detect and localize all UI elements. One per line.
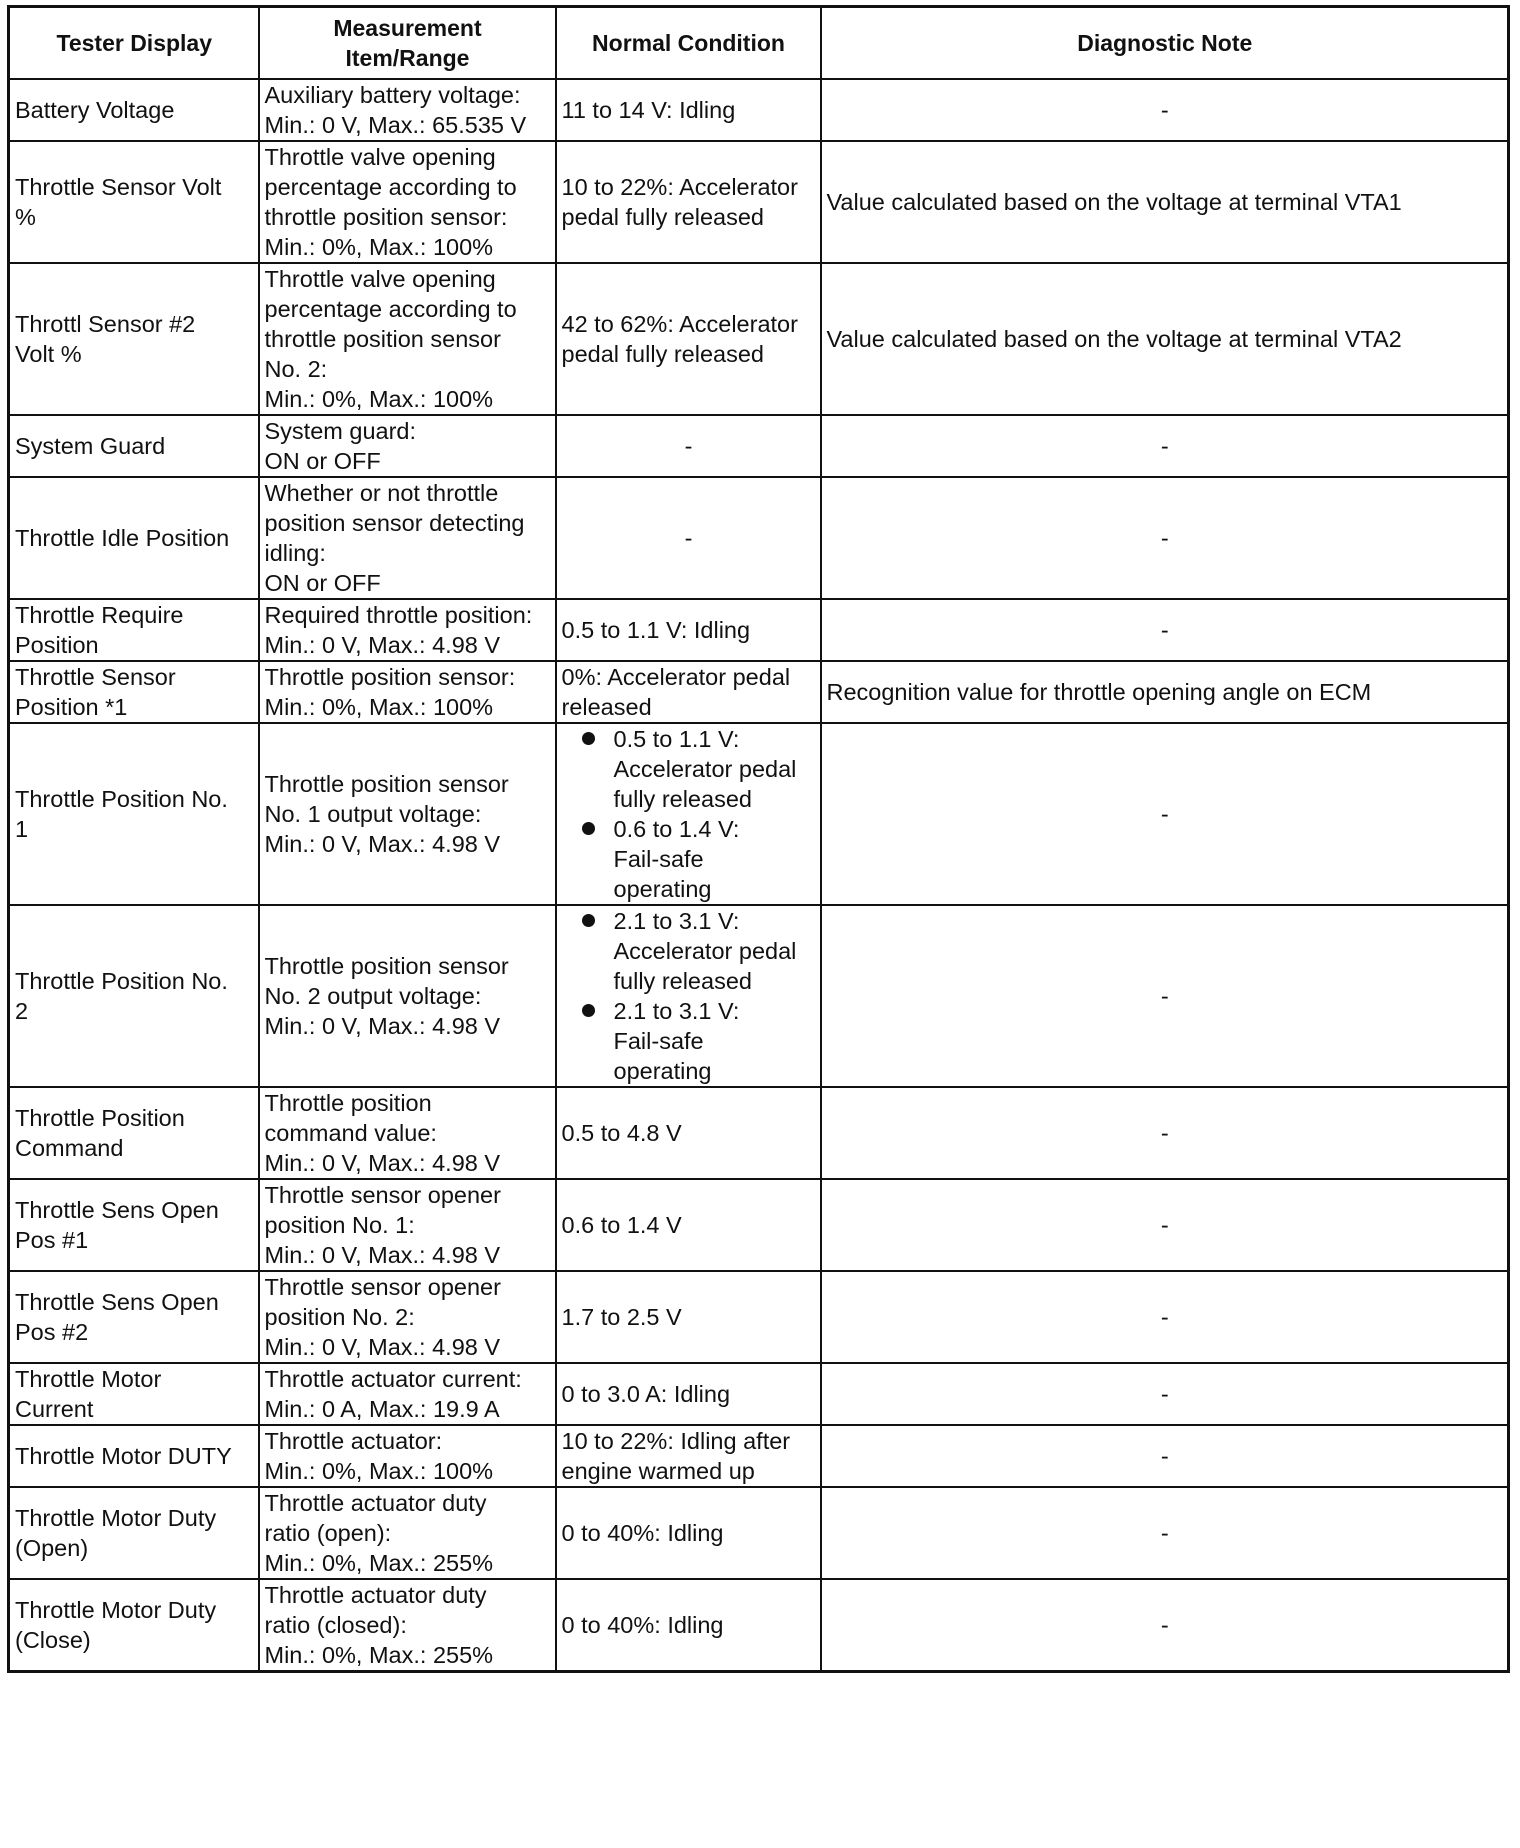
measurement-cell: Whether or not throttle position sensor detecting idling: ON or OFF — [259, 477, 556, 599]
measurement-cell: Throttle actuator current: Min.: 0 A, Max.: 19.9 A — [259, 1363, 556, 1425]
normal-condition-item-text: 0.6 to 1.4 V: Fail-safe operating — [613, 815, 740, 902]
normal-condition-cell: 0 to 40%: Idling — [556, 1579, 821, 1672]
diagnostic-note-cell: - — [821, 1363, 1509, 1425]
normal-condition-item — [582, 906, 816, 996]
diagnostic-note-cell: - — [821, 477, 1509, 599]
normal-condition-cell: 0 to 3.0 A: Idling — [556, 1363, 821, 1425]
normal-condition-cell: - — [556, 415, 821, 477]
measurement-cell: Required throttle position: Min.: 0 V, Max.: 4.98 V — [259, 599, 556, 661]
normal-condition-cell: 0%: Accelerator pedal released — [556, 661, 821, 723]
header-row — [9, 7, 1509, 79]
tester-display-cell: Throttle Position Command — [9, 1087, 259, 1179]
normal-condition-item-text: 2.1 to 3.1 V: Fail-safe operating — [613, 997, 740, 1084]
diagnostic-note-cell: Value calculated based on the voltage at terminal VTA2 — [821, 263, 1509, 415]
table-row — [9, 477, 1509, 599]
normal-condition-list — [562, 724, 816, 904]
measurement-cell: Throttle actuator: Min.: 0%, Max.: 100% — [259, 1425, 556, 1487]
header-diagnostic-note: Diagnostic Note — [821, 7, 1509, 79]
tester-display-cell: Battery Voltage — [9, 79, 259, 141]
tester-display-cell: Throttl Sensor #2 Volt % — [9, 263, 259, 415]
measurement-cell: Throttle valve opening percentage according to throttle position sensor: Min.: 0%, Max.: 100% — [259, 141, 556, 263]
tester-display-cell: Throttle Require Position — [9, 599, 259, 661]
tester-display-cell: Throttle Sens Open Pos #1 — [9, 1179, 259, 1271]
bullet-icon — [582, 1004, 595, 1017]
table-row — [9, 723, 1509, 905]
measurement-cell: System guard: ON or OFF — [259, 415, 556, 477]
tester-display-cell: System Guard — [9, 415, 259, 477]
measurement-cell: Throttle actuator duty ratio (open): Min.: 0%, Max.: 255% — [259, 1487, 556, 1579]
measurement-cell: Auxiliary battery voltage: Min.: 0 V, Max.: 65.535 V — [259, 79, 556, 141]
table-row — [9, 79, 1509, 141]
normal-condition-cell: 10 to 22%: Accelerator pedal fully released — [556, 141, 821, 263]
diagnostic-note-cell: - — [821, 415, 1509, 477]
table-header — [9, 7, 1509, 79]
tester-display-cell: Throttle Sensor Position *1 — [9, 661, 259, 723]
normal-condition-cell: 42 to 62%: Accelerator pedal fully released — [556, 263, 821, 415]
measurement-cell: Throttle sensor opener position No. 2: Min.: 0 V, Max.: 4.98 V — [259, 1271, 556, 1363]
data-list-table-container — [7, 5, 1507, 1673]
normal-condition-cell: 0.6 to 1.4 V — [556, 1179, 821, 1271]
table-row — [9, 1363, 1509, 1425]
normal-condition-item — [582, 996, 816, 1086]
normal-condition-item-text: 2.1 to 3.1 V: Accelerator pedal fully released — [613, 907, 797, 994]
normal-condition-cell: 10 to 22%: Idling after engine warmed up — [556, 1425, 821, 1487]
bullet-icon — [582, 914, 595, 927]
diagnostic-note-cell: - — [821, 1271, 1509, 1363]
table-row — [9, 263, 1509, 415]
table-row — [9, 1179, 1509, 1271]
normal-condition-cell: 11 to 14 V: Idling — [556, 79, 821, 141]
measurement-cell: Throttle position command value: Min.: 0 V, Max.: 4.98 V — [259, 1087, 556, 1179]
normal-condition-cell: - — [556, 477, 821, 599]
diagnostic-note-cell: Value calculated based on the voltage at terminal VTA1 — [821, 141, 1509, 263]
tester-display-cell: Throttle Motor Current — [9, 1363, 259, 1425]
table-row — [9, 1579, 1509, 1672]
normal-condition-item — [582, 814, 816, 904]
table-row — [9, 599, 1509, 661]
tester-display-cell: Throttle Motor Duty (Close) — [9, 1579, 259, 1672]
table-row — [9, 905, 1509, 1087]
table-row — [9, 1487, 1509, 1579]
diagnostic-note-cell: - — [821, 1087, 1509, 1179]
diagnostic-note-cell: - — [821, 1425, 1509, 1487]
normal-condition-cell: 0.5 to 4.8 V — [556, 1087, 821, 1179]
normal-condition-cell: 1.7 to 2.5 V — [556, 1271, 821, 1363]
table-row — [9, 415, 1509, 477]
tester-display-cell: Throttle Idle Position — [9, 477, 259, 599]
tester-display-cell: Throttle Position No. 1 — [9, 723, 259, 905]
header-measurement: Measurement Item/Range — [259, 7, 556, 79]
table-row — [9, 1271, 1509, 1363]
table-row — [9, 1425, 1509, 1487]
tester-display-cell: Throttle Position No. 2 — [9, 905, 259, 1087]
diagnostic-note-cell: - — [821, 1487, 1509, 1579]
tester-display-cell: Throttle Sens Open Pos #2 — [9, 1271, 259, 1363]
diagnostic-note-cell: - — [821, 599, 1509, 661]
diagnostic-note-cell: - — [821, 1179, 1509, 1271]
normal-condition-list — [562, 906, 816, 1086]
header-tester-display: Tester Display — [9, 7, 259, 79]
table-body — [9, 79, 1509, 1672]
tester-display-cell: Throttle Motor DUTY — [9, 1425, 259, 1487]
measurement-cell: Throttle position sensor: Min.: 0%, Max.: 100% — [259, 661, 556, 723]
diagnostic-note-cell: - — [821, 905, 1509, 1087]
diagnostic-note-cell: - — [821, 79, 1509, 141]
measurement-cell: Throttle actuator duty ratio (closed): Min.: 0%, Max.: 255% — [259, 1579, 556, 1672]
measurement-cell: Throttle sensor opener position No. 1: Min.: 0 V, Max.: 4.98 V — [259, 1179, 556, 1271]
measurement-cell: Throttle position sensor No. 2 output voltage: Min.: 0 V, Max.: 4.98 V — [259, 905, 556, 1087]
diagnostic-note-cell: Recognition value for throttle opening angle on ECM — [821, 661, 1509, 723]
measurement-cell: Throttle valve opening percentage according to throttle position sensor No. 2: Min.: 0%, Max.: 100% — [259, 263, 556, 415]
normal-condition-item-text: 0.5 to 1.1 V: Accelerator pedal fully released — [613, 725, 797, 812]
table-row — [9, 1087, 1509, 1179]
table-row — [9, 661, 1509, 723]
normal-condition-item — [582, 724, 816, 814]
normal-condition-cell — [556, 723, 821, 905]
measurement-cell: Throttle position sensor No. 1 output voltage: Min.: 0 V, Max.: 4.98 V — [259, 723, 556, 905]
bullet-icon — [582, 732, 595, 745]
tester-display-cell: Throttle Motor Duty (Open) — [9, 1487, 259, 1579]
diagnostic-note-cell: - — [821, 1579, 1509, 1672]
header-normal-condition: Normal Condition — [556, 7, 821, 79]
normal-condition-cell: 0.5 to 1.1 V: Idling — [556, 599, 821, 661]
bullet-icon — [582, 822, 595, 835]
tester-display-cell: Throttle Sensor Volt % — [9, 141, 259, 263]
normal-condition-cell: 0 to 40%: Idling — [556, 1487, 821, 1579]
data-list-table — [7, 5, 1510, 1673]
table-row — [9, 141, 1509, 263]
normal-condition-cell — [556, 905, 821, 1087]
diagnostic-note-cell: - — [821, 723, 1509, 905]
